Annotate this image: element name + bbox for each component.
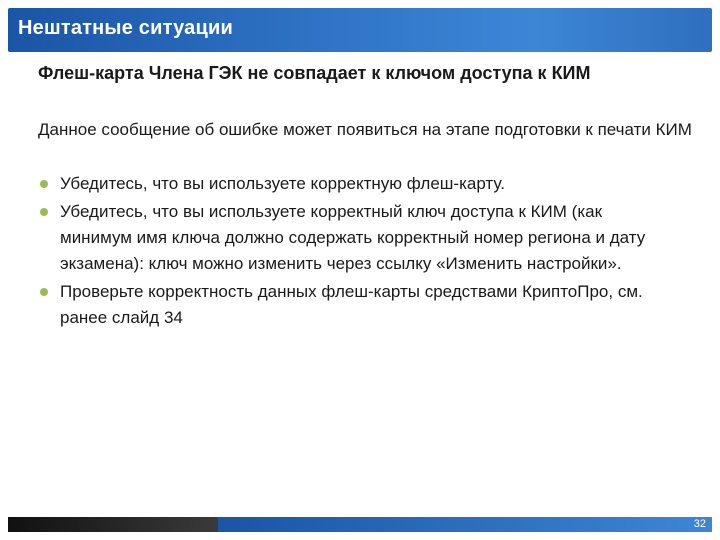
bullet-list: [38, 171, 678, 333]
bullet-item: [38, 171, 678, 197]
page-number: 32: [693, 518, 706, 530]
footer-blue-bar: [218, 517, 712, 532]
bullet-item: [38, 199, 678, 277]
title-bar: [8, 8, 712, 52]
bullet-text: Убедитесь, что вы используете корректную флеш-карту.: [60, 174, 505, 193]
slide-title: Нештатные ситуации: [18, 17, 233, 39]
bullet-item: [38, 279, 678, 331]
bullet-dot-icon: [40, 288, 48, 296]
bullet-dot-icon: [40, 208, 48, 216]
slide-subtitle: Флеш-карта Члена ГЭК не совпадает к ключом доступа к КИМ: [38, 63, 591, 83]
bullet-dot-icon: [40, 180, 48, 188]
intro-text: Данное сообщение об ошибке может появиться на этапе подготовки к печати КИМ: [38, 120, 692, 139]
bullet-text: Убедитесь, что вы используете корректный ключ доступа к КИМ (как минимум имя ключа должно содержать корректный номер региона и дату экзамена): ключ можно изменить через ссылку «Изменить настройки».: [60, 202, 646, 273]
bullet-text: Проверьте корректность данных флеш-карты средствами КриптоПро, см. ранее слайд 34: [60, 282, 643, 327]
footer-dark-bar: [8, 517, 218, 532]
